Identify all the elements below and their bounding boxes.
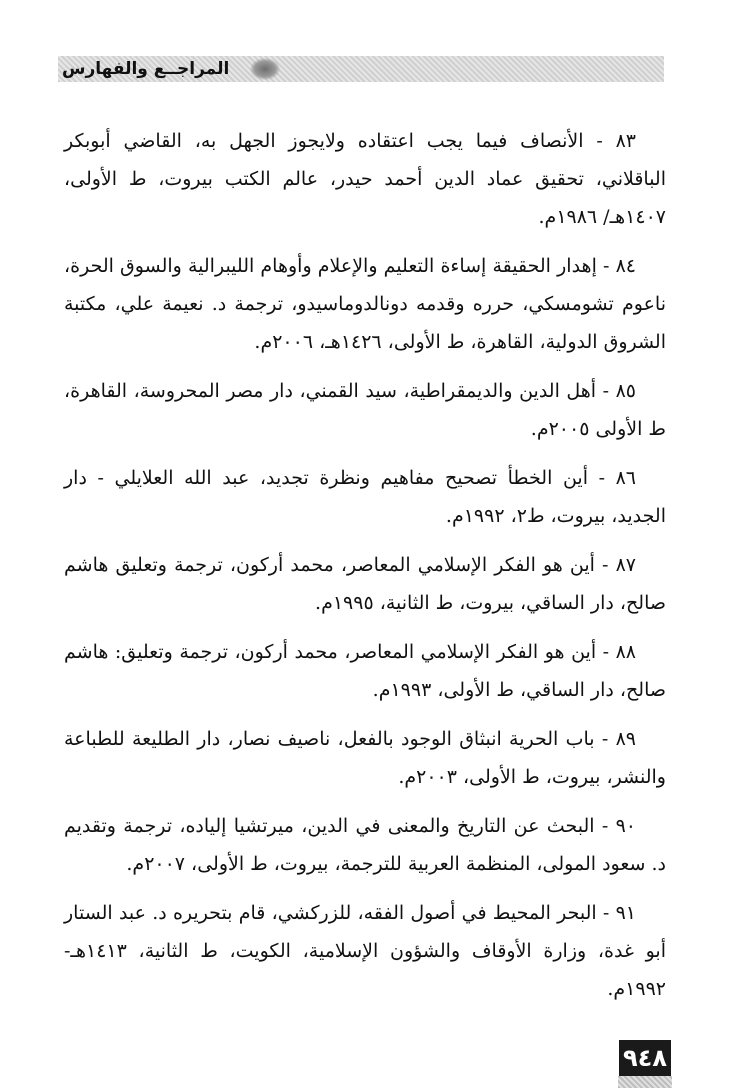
header-ornament [250, 58, 280, 80]
reference-entry: ٨٤ - إهدار الحقيقة إساءة التعليم والإعلام وأوهام الليبرالية والسوق الحرة، ناعوم تشومسكي، حرره وقدمه دونالدوماسيدو، ترجمة د. نعيمة علي، مكتبة الشروق الدولية، القاهرة، ط الأولى، ١٤٢٦هـ، ٢٠٠٦م. [64, 255, 666, 353]
references-list [64, 122, 666, 1019]
running-header-title: المراجــع والفهارس [62, 59, 230, 79]
reference-entry: ٨٦ - أين الخطأ تصحيح مفاهيم ونظرة تجديد، عبد الله العلايلي - دار الجديد، بيروت، ط٢، ١٩٩٢م. [64, 467, 666, 527]
reference-entry: ٨٧ - أين هو الفكر الإسلامي المعاصر، محمد أركون، ترجمة وتعليق هاشم صالح، دار الساقي، بيروت، ط الثانية، ١٩٩٥م. [64, 554, 666, 614]
footer-decoration [618, 1076, 672, 1088]
reference-entry: ٨٣ - الأنصاف فيما يجب اعتقاده ولايجوز الجهل به، القاضي أبوبكر الباقلاني، تحقيق عماد الدين أحمد حيدر، عالم الكتب بيروت، ط الأولى، ١٤٠٧هـ/ ١٩٨٦م. [64, 130, 666, 228]
reference-entry: ٩٠ - البحث عن التاريخ والمعنى في الدين، ميرتشيا إلياده، ترجمة وتقديم د. سعود المولى، المنظمة العربية للترجمة، بيروت، ط الأولى، ٢٠٠٧م. [64, 815, 666, 875]
reference-entry: ٨٩ - باب الحرية انبثاق الوجود بالفعل، ناصيف نصار، دار الطليعة للطباعة والنشر، بيروت، ط الأولى، ٢٠٠٣م. [64, 728, 666, 788]
reference-entry: ٩١ - البحر المحيط في أصول الفقه، للزركشي، قام بتحريره د. عبد الستار أبو غدة، وزارة الأوقاف والشؤون الإسلامية، الكويت، ط الثانية، ١٤١٣هـ- ١٩٩٢م. [64, 902, 666, 1000]
reference-entry: ٨٨ - أين هو الفكر الإسلامي المعاصر، محمد أركون، ترجمة وتعليق: هاشم صالح، دار الساقي، ط الأولى، ١٩٩٣م. [64, 641, 666, 701]
reference-entry: ٨٥ - أهل الدين والديمقراطية، سيد القمني، دار مصر المحروسة، القاهرة، ط الأولى ٢٠٠٥م. [64, 380, 666, 440]
page-number: ٩٤٨ [619, 1040, 671, 1076]
